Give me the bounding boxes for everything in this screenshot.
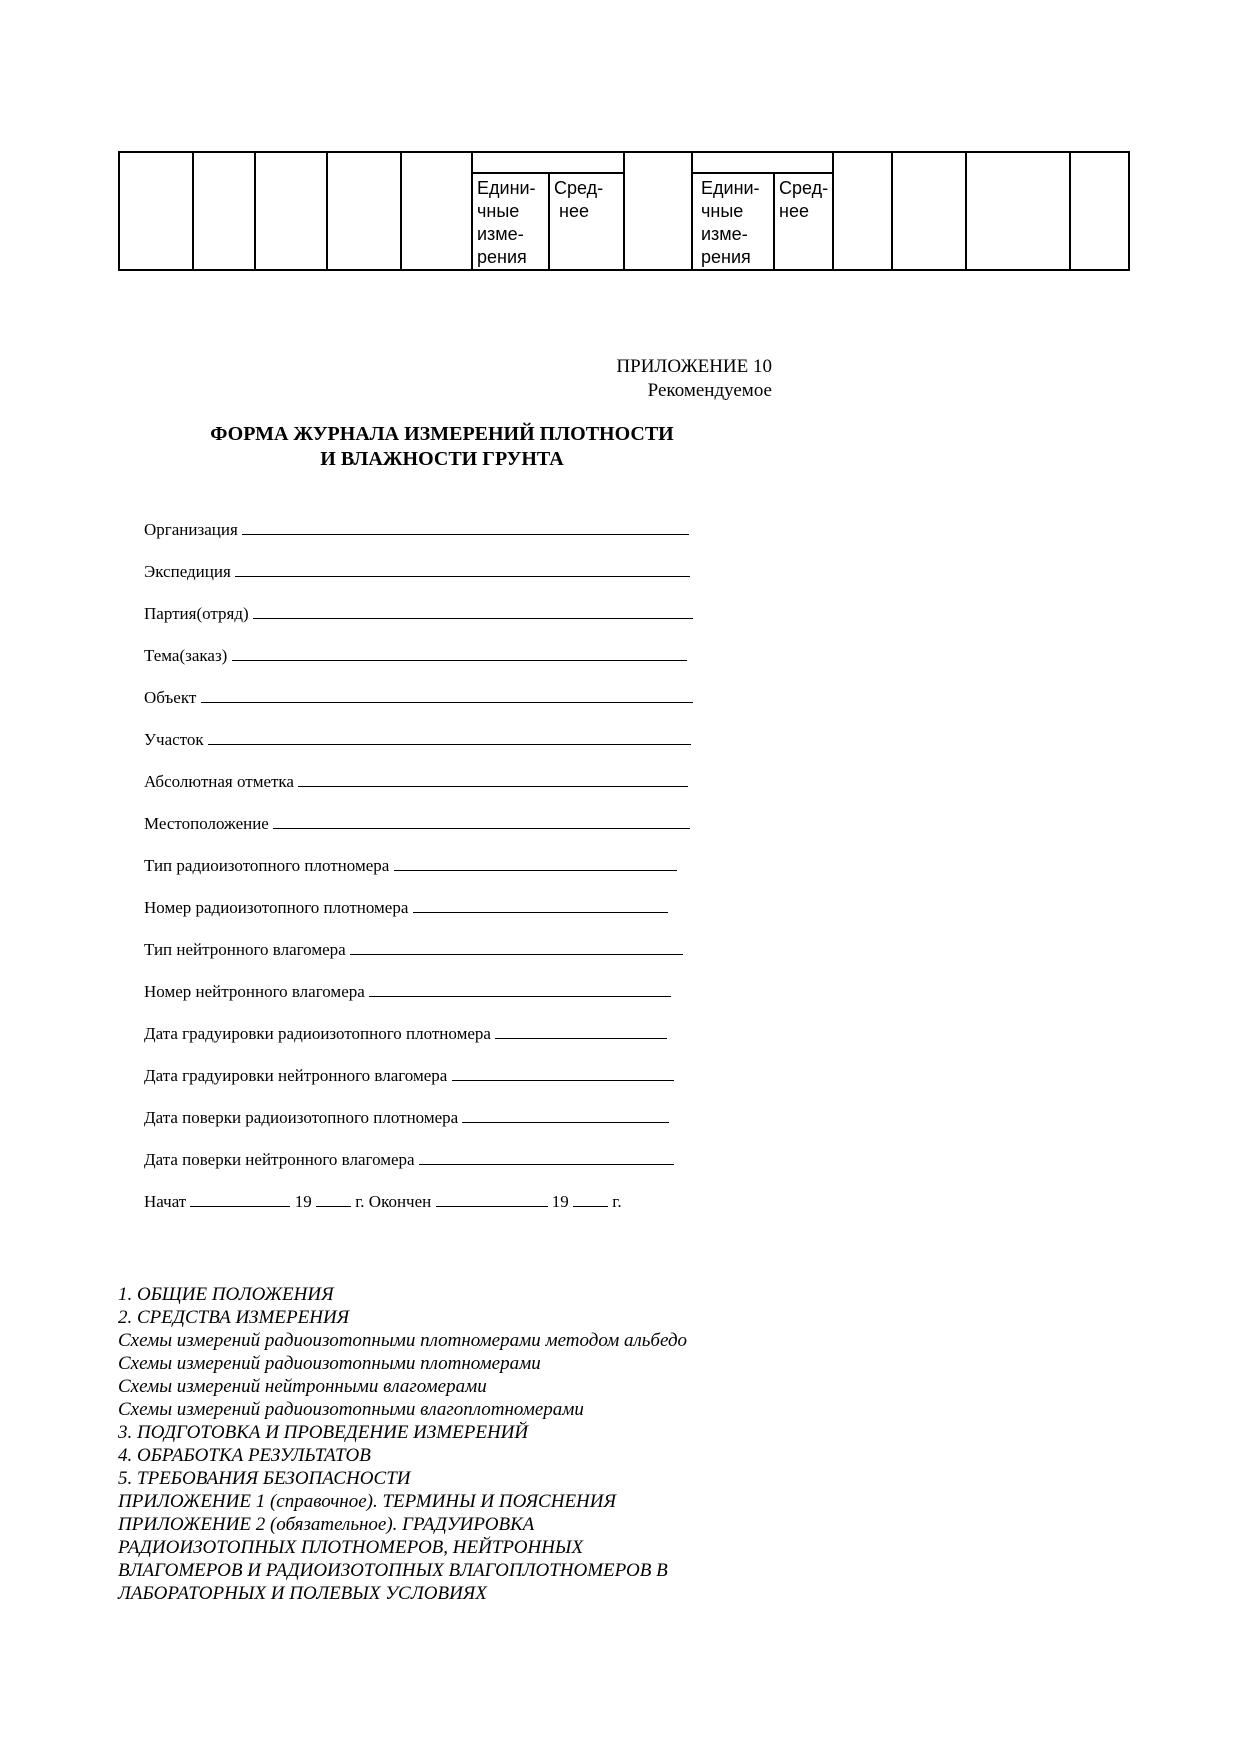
table-cell <box>1070 152 1129 270</box>
field-blank-line <box>253 602 693 619</box>
unit-measurements-label-a: Едини- чные изме- рения <box>477 178 536 267</box>
toc-item: 1. ОБЩИЕ ПОЛОЖЕНИЯ <box>118 1284 334 1305</box>
title-line-2: И ВЛАЖНОСТИ ГРУНТА <box>320 448 564 470</box>
field-expedition <box>144 560 690 582</box>
field-absolute-mark <box>144 770 688 792</box>
table-cell <box>892 152 966 270</box>
field-party <box>144 602 693 624</box>
table-group-header-b <box>692 152 833 173</box>
average-label-a: Сред- нее <box>554 178 604 221</box>
field-topic <box>144 644 687 666</box>
field-blank-line <box>201 686 693 703</box>
toc-item: РАДИОИЗОТОПНЫХ ПЛОТНОМЕРОВ, НЕЙТРОННЫХ <box>118 1537 584 1558</box>
field-moisture-meter-verification-date <box>144 1148 674 1170</box>
field-label: Номер радиоизотопного плотномера <box>144 898 409 917</box>
table-of-contents <box>118 1283 687 1605</box>
appendix-status: Рекомендуемое <box>647 380 772 401</box>
field-dates <box>144 1190 622 1212</box>
toc-item: Схемы измерений радиоизотопными плотномерами <box>118 1353 541 1374</box>
unit-measurements-header-a <box>472 173 549 270</box>
field-blank-line <box>232 644 687 661</box>
toc-item: Схемы измерений радиоизотопными плотномерами методом альбедо <box>118 1330 688 1351</box>
average-header-b <box>774 173 833 270</box>
field-blank-line <box>242 518 689 535</box>
field-label: Дата градуировки радиоизотопного плотномера <box>144 1024 491 1043</box>
field-densitometer-type <box>144 854 677 876</box>
field-label: Организация <box>144 520 238 539</box>
field-densitometer-verification-date <box>144 1106 669 1128</box>
toc-item: Схемы измерений нейтронными влагомерами <box>118 1376 487 1397</box>
table-cell <box>833 152 892 270</box>
table-cell <box>119 152 193 270</box>
field-label: Партия(отряд) <box>144 604 249 623</box>
field-blank-line <box>419 1148 674 1165</box>
average-header-a <box>549 173 624 270</box>
toc-item: 5. ТРЕБОВАНИЯ БЕЗОПАСНОСТИ <box>118 1468 411 1489</box>
field-label: Дата поверки радиоизотопного плотномера <box>144 1108 459 1127</box>
field-label: Участок <box>144 730 204 749</box>
end-year-suffix: г. <box>612 1192 622 1211</box>
toc-item: ЛАБОРАТОРНЫХ И ПОЛЕВЫХ УСЛОВИЯХ <box>118 1583 487 1604</box>
field-organization <box>144 518 689 540</box>
field-blank-line <box>350 938 683 955</box>
field-label: Экспедиция <box>144 562 231 581</box>
field-blank-line <box>235 560 690 577</box>
field-blank-line <box>452 1064 674 1081</box>
field-label: Тема(заказ) <box>144 646 228 665</box>
field-location <box>144 812 690 834</box>
unit-measurements-label-b: Едини- чные изме- рения <box>701 178 760 267</box>
end-label: г. Окончен <box>355 1192 432 1211</box>
field-label: Тип нейтронного влагомера <box>144 940 346 959</box>
field-densitometer-calibration-date <box>144 1022 667 1044</box>
table-cell <box>624 152 692 270</box>
field-label: Дата поверки нейтронного влагомера <box>144 1150 415 1169</box>
field-blank-line <box>413 896 668 913</box>
toc-item: ВЛАГОМЕРОВ И РАДИОИЗОТОПНЫХ ВЛАГОПЛОТНОМЕРОВ В <box>118 1560 668 1581</box>
table-cell <box>401 152 472 270</box>
field-site <box>144 728 691 750</box>
end-year-prefix: 19 <box>551 1192 569 1211</box>
field-blank-line <box>369 980 671 997</box>
start-date-blank <box>190 1190 290 1207</box>
field-label: Объект <box>144 688 197 707</box>
page-title <box>186 422 698 472</box>
start-year-prefix: 19 <box>294 1192 312 1211</box>
measurement-table <box>118 151 1130 271</box>
toc-item: 4. ОБРАБОТКА РЕЗУЛЬТАТОВ <box>118 1445 371 1466</box>
table-cell <box>255 152 327 270</box>
start-label: Начат <box>144 1192 187 1211</box>
end-date-blank <box>436 1190 548 1207</box>
field-moisture-meter-number <box>144 980 671 1002</box>
field-moisture-meter-type <box>144 938 683 960</box>
toc-item: Схемы измерений радиоизотопными влагоплотномерами <box>118 1399 584 1420</box>
field-blank-line <box>495 1022 667 1039</box>
field-object <box>144 686 693 708</box>
field-blank-line <box>394 854 677 871</box>
unit-measurements-header-b <box>692 173 774 270</box>
table-cell <box>193 152 255 270</box>
appendix-number: ПРИЛОЖЕНИЕ 10 <box>616 356 772 377</box>
field-label: Дата градуировки нейтронного влагомера <box>144 1066 448 1085</box>
start-year-blank <box>316 1190 351 1207</box>
field-densitometer-number <box>144 896 668 918</box>
field-moisture-meter-calibration-date <box>144 1064 674 1086</box>
table-cell <box>327 152 401 270</box>
field-blank-line <box>298 770 688 787</box>
table-group-header-a <box>472 152 624 173</box>
field-label: Местоположение <box>144 814 269 833</box>
table-cell <box>966 152 1070 270</box>
average-label-b: Сред- нее <box>779 178 829 221</box>
field-blank-line <box>208 728 691 745</box>
field-label: Тип радиоизотопного плотномера <box>144 856 390 875</box>
field-label: Абсолютная отметка <box>144 772 294 791</box>
end-year-blank <box>573 1190 608 1207</box>
field-label: Номер нейтронного влагомера <box>144 982 365 1001</box>
appendix-heading <box>616 355 772 403</box>
toc-item: ПРИЛОЖЕНИЕ 2 (обязательное). ГРАДУИРОВКА <box>118 1514 535 1535</box>
toc-item: 2. СРЕДСТВА ИЗМЕРЕНИЯ <box>118 1307 350 1328</box>
title-line-1: ФОРМА ЖУРНАЛА ИЗМЕРЕНИЙ ПЛОТНОСТИ <box>210 423 674 445</box>
toc-item: 3. ПОДГОТОВКА И ПРОВЕДЕНИЕ ИЗМЕРЕНИЙ <box>118 1422 529 1443</box>
field-blank-line <box>273 812 690 829</box>
field-blank-line <box>462 1106 669 1123</box>
toc-item: ПРИЛОЖЕНИЕ 1 (справочное). ТЕРМИНЫ И ПОЯСНЕНИЯ <box>118 1491 616 1512</box>
